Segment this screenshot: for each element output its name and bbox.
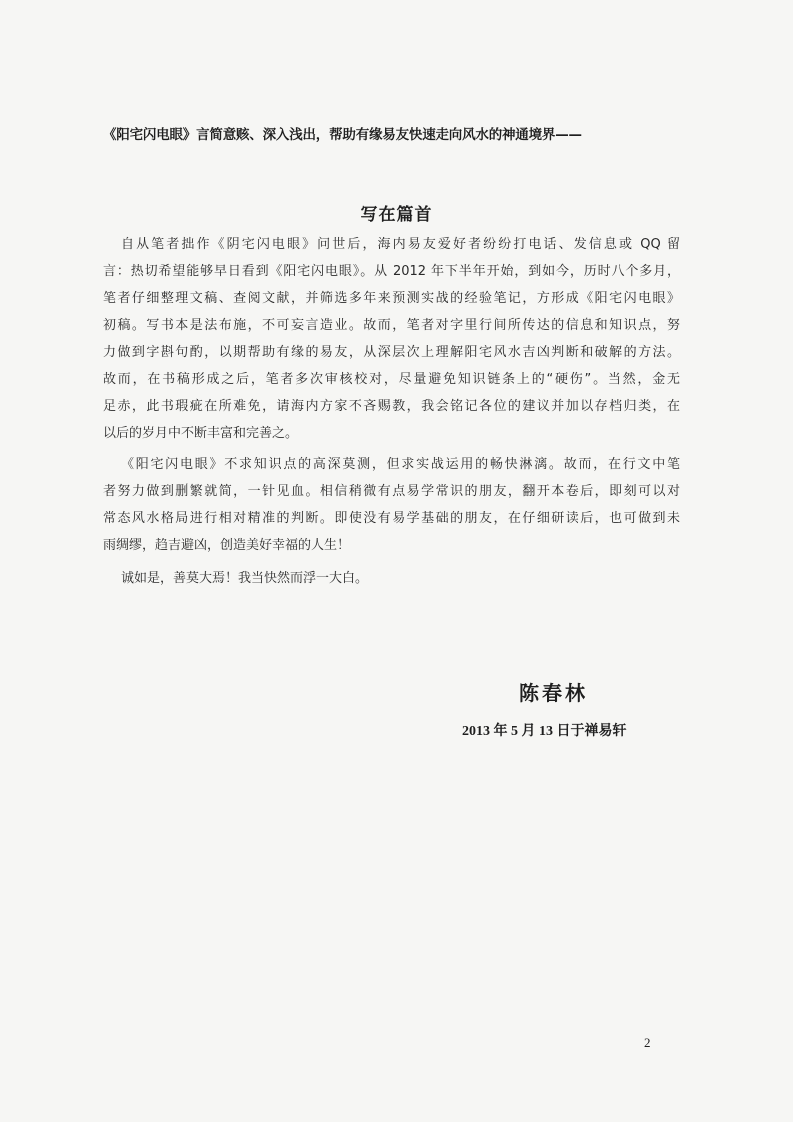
text-line: 者努力做到删繁就简，一针见血。相信稍微有点易学常识的朋友，翻开本卷后，即刻可以对 [103, 484, 680, 499]
text-line: 言：热切希望能够早日看到《阳宅闪电眼》。从 2012 年下半年开始，到如今，历时八个多月， [103, 264, 680, 279]
text-line: 笔者仔细整理文稿、查阅文献，并筛选多年来预测实战的经验笔记，方形成《阳宅闪电眼》 [103, 291, 680, 306]
intro-tagline: 《阳宅闪电眼》言简意赅、深入浅出，帮助有缘易友快速走向风水的神通境界—— [103, 127, 582, 143]
date-line: 2013 年 5 月 13 日于禅易轩 [462, 724, 627, 739]
text-line: 诚如是，善莫大焉！我当快然而浮一大白。 [121, 571, 369, 586]
page-number: 2 [644, 1035, 651, 1050]
author-signature: 陈春林 [519, 681, 588, 705]
text-line: 自从笔者拙作《阴宅闪电眼》问世后，海内易友爱好者纷纷打电话、发信息或 QQ 留 [121, 237, 680, 252]
page-title: 写在篇首 [360, 205, 433, 225]
text-line: 常态风水格局进行相对精准的判断。即使没有易学基础的朋友，在仔细研读后，也可做到未 [103, 511, 680, 526]
text-line: 故而，在书稿形成之后，笔者多次审核校对，尽量避免知识链条上的“硬伤”。当然，金无 [103, 372, 680, 387]
text-line: 足赤，此书瑕疵在所难免，请海内方家不吝赐教，我会铭记各位的建议并加以存档归类，在 [103, 399, 680, 414]
text-line: 以后的岁月中不断丰富和完善之。 [103, 426, 299, 441]
text-line: 力做到字斟句酌，以期帮助有缘的易友，从深层次上理解阳宅风水吉凶判断和破解的方法。 [103, 345, 680, 360]
text-line: 雨绸缪，趋吉避凶，创造美好幸福的人生！ [103, 538, 351, 553]
text-line: 《阳宅闪电眼》不求知识点的高深莫测，但求实战运用的畅快淋漓。故而，在行文中笔 [121, 457, 680, 472]
text-line: 初稿。写书本是法布施，不可妄言造业。故而，笔者对字里行间所传达的信息和知识点，努 [103, 318, 680, 333]
